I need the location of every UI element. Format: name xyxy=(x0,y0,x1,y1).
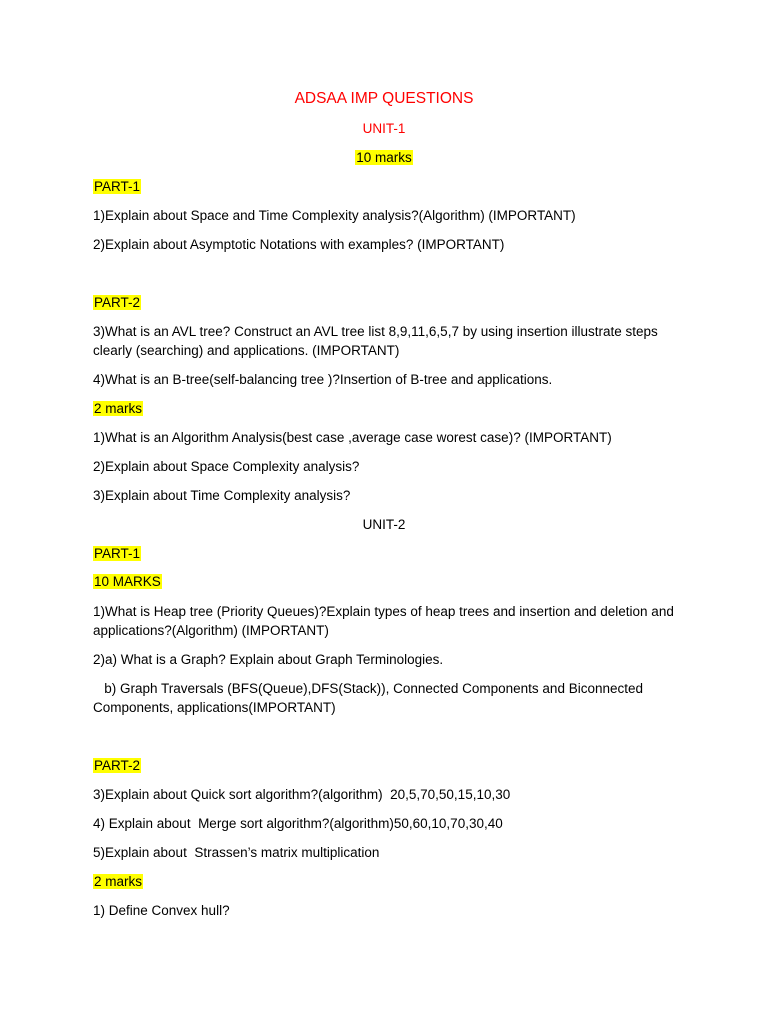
unit2-part1-question-1: 1)What is Heap tree (Priority Queues)?Explain types of heap trees and insertion and deletion and applications?(Algorithm) (IMPORTANT) xyxy=(93,604,674,638)
unit2-part2-question-5: 5)Explain about Strassen’s matrix multiplication xyxy=(93,845,380,860)
highlight: 10 MARKS xyxy=(94,574,161,589)
unit1-part1-question-1: 1)Explain about Space and Time Complexity analysis?(Algorithm) (IMPORTANT) xyxy=(93,208,576,223)
document-title: ADSAA IMP QUESTIONS xyxy=(294,90,474,107)
highlight: PART-2 xyxy=(94,295,141,310)
unit2-part1-question-2a: 2)a) What is a Graph? Explain about Graph Terminologies. xyxy=(93,652,444,667)
unit1-part2-label xyxy=(93,293,693,312)
unit2-2marks-question-1: 1) Define Convex hull? xyxy=(93,903,230,918)
unit2-part2-question-3: 3)Explain about Quick sort algorithm?(algorithm) 20,5,70,50,15,10,30 xyxy=(93,787,511,802)
unit1-2marks-question-2: 2)Explain about Space Complexity analysis? xyxy=(93,459,360,474)
highlight: PART-2 xyxy=(94,758,141,773)
highlight: 10 marks xyxy=(356,150,412,165)
unit1-2marks-label xyxy=(93,399,693,418)
unit1-2marks-question-3: 3)Explain about Time Complexity analysis? xyxy=(93,488,351,503)
unit2-heading: UNIT-2 xyxy=(362,517,406,532)
unit2-part2-label xyxy=(93,756,693,775)
unit2-2marks-label xyxy=(93,872,693,891)
highlight: PART-1 xyxy=(94,179,141,194)
unit1-2marks-question-1: 1)What is an Algorithm Analysis(best case ,average case worest case)? (IMPORTANT) xyxy=(93,430,612,445)
unit2-10marks-label xyxy=(93,572,693,591)
unit1-part1-question-2: 2)Explain about Asymptotic Notations with examples? (IMPORTANT) xyxy=(93,237,505,252)
unit2-part1-question-2b: b) Graph Traversals (BFS(Queue),DFS(Stack)), Connected Components and Biconnected Components, applications(IMPORTANT) xyxy=(93,681,647,715)
highlight: 2 marks xyxy=(94,401,143,416)
highlight: PART-1 xyxy=(94,546,141,561)
highlight: 2 marks xyxy=(94,874,143,889)
unit2-part2-question-4: 4) Explain about Merge sort algorithm?(algorithm)50,60,10,70,30,40 xyxy=(93,816,503,831)
unit1-part1-label xyxy=(93,177,693,196)
unit1-part2-question-3: 3)What is an AVL tree? Construct an AVL tree list 8,9,11,6,5,7 by using insertion illustrate steps clearly (searching) and applications. (IMPORTANT) xyxy=(93,324,658,358)
unit1-heading: UNIT-1 xyxy=(362,121,406,136)
unit1-10marks-label xyxy=(0,148,768,167)
unit1-part2-question-4: 4)What is an B-tree(self-balancing tree )?Insertion of B-tree and applications. xyxy=(93,372,553,387)
unit2-part1-label xyxy=(93,544,693,563)
